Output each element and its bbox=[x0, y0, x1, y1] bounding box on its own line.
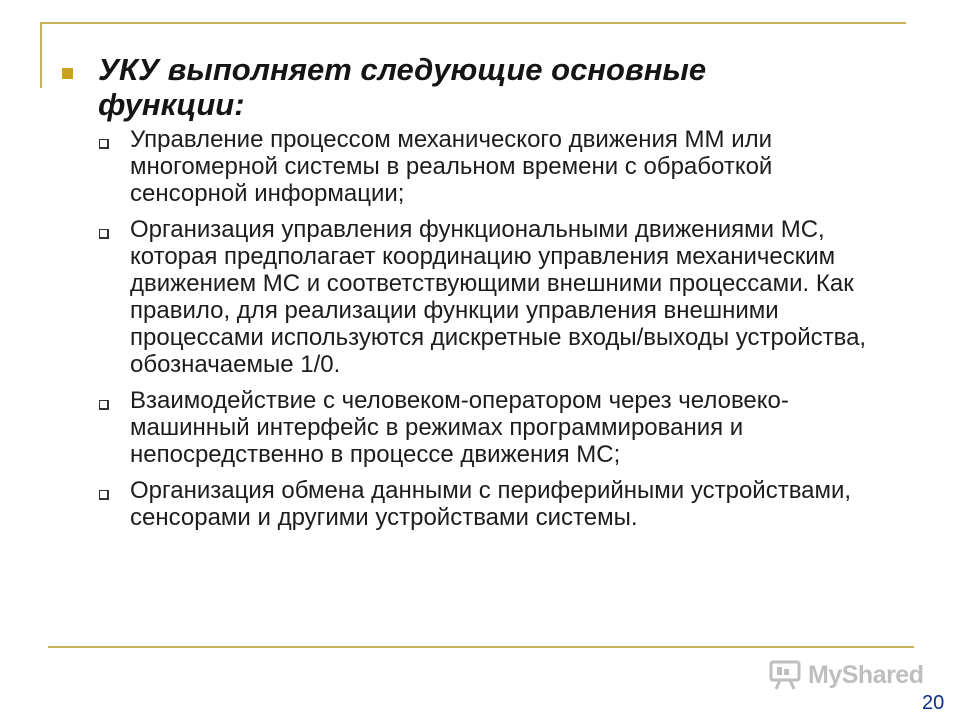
bottom-border-line bbox=[48, 646, 914, 648]
left-border-line bbox=[40, 22, 42, 88]
presentation-board-icon bbox=[768, 658, 802, 692]
checkbox-bullet-icon bbox=[99, 490, 109, 500]
function-list bbox=[96, 126, 896, 540]
list-item bbox=[96, 387, 896, 468]
list-item-text: Взаимодействие с человеком-оператором через человеко-машинный интерфейс в режимах программирования и непосредственно в процессе движения МС; bbox=[130, 387, 789, 468]
list-item bbox=[96, 216, 896, 378]
title-bullet-icon bbox=[62, 68, 73, 79]
top-border-line bbox=[40, 22, 906, 24]
list-item-text: Организация обмена данными с периферийными устройствами, сенсорами и другими устройствами системы. bbox=[130, 477, 852, 531]
watermark-logo bbox=[768, 657, 923, 693]
checkbox-bullet-icon bbox=[99, 229, 109, 239]
list-item bbox=[96, 126, 896, 207]
checkbox-bullet-icon bbox=[99, 400, 109, 410]
logo-text: MyShared bbox=[808, 660, 924, 689]
list-item-text: Организация управления функциональными движениями МС, которая предполагает координацию управления механическим движением МС и соответствующими внешними процессами. Как правило, для реализации функции управления внешними процессами используются дискретные входы/выходы устройства, обозначаемые 1/0. bbox=[130, 216, 867, 378]
list-item bbox=[96, 477, 896, 531]
page-number: 20 bbox=[922, 692, 945, 714]
list-item-text: Управление процессом механического движения ММ или многомерной системы в реальном времени с обработкой сенсорной информации; bbox=[130, 126, 773, 207]
checkbox-bullet-icon bbox=[99, 139, 109, 149]
slide-title: УКУ выполняет следующие основные функции: bbox=[98, 52, 707, 122]
